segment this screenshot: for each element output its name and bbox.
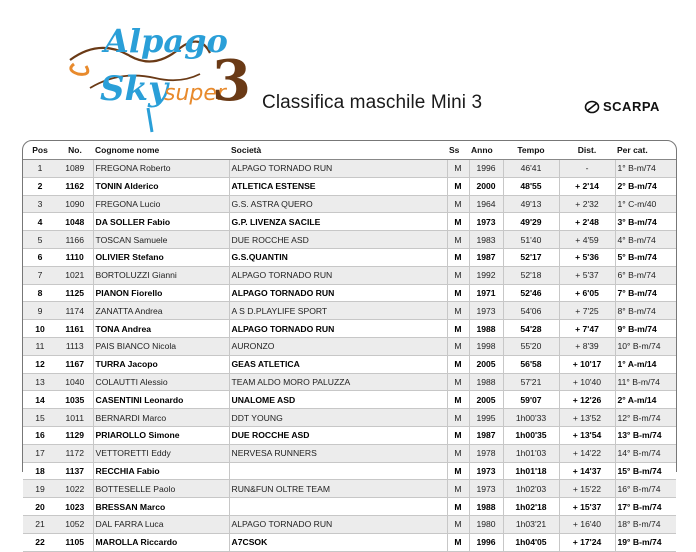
cell-sex: M	[447, 409, 469, 427]
table-row	[23, 462, 676, 480]
cell-num: 1172	[57, 444, 93, 462]
cell-cat: 6° B-m/74	[615, 266, 676, 284]
table-row	[23, 391, 676, 409]
cell-time: 1h04'05	[503, 533, 559, 551]
cell-name: BOTTESELLE Paolo	[93, 480, 229, 498]
results-table-body	[23, 160, 676, 552]
cell-year: 1983	[469, 231, 503, 249]
table-row	[23, 373, 676, 391]
cell-num: 1113	[57, 337, 93, 355]
cell-pos: 12	[23, 355, 57, 373]
cell-sex: M	[447, 213, 469, 231]
cell-name: BORTOLUZZI Gianni	[93, 266, 229, 284]
cell-cat: 16° B-m/74	[615, 480, 676, 498]
cell-time: 46'41	[503, 160, 559, 178]
cell-name: ZANATTA Andrea	[93, 302, 229, 320]
cell-num: 1110	[57, 248, 93, 266]
cell-time: 52'18	[503, 266, 559, 284]
table-row	[23, 426, 676, 444]
cell-time: 52'46	[503, 284, 559, 302]
cell-sex: M	[447, 266, 469, 284]
table-row	[23, 266, 676, 284]
table-row	[23, 160, 676, 178]
table-row	[23, 195, 676, 213]
cell-year: 1987	[469, 426, 503, 444]
cell-name: RECCHIA Fabio	[93, 462, 229, 480]
cell-dist: + 8'39	[559, 337, 615, 355]
cell-dist: -	[559, 160, 615, 178]
table-row	[23, 498, 676, 516]
cell-sex: M	[447, 160, 469, 178]
cell-dist: + 12'26	[559, 391, 615, 409]
cell-cat: 5° B-m/74	[615, 248, 676, 266]
cell-name: DAL FARRA Luca	[93, 515, 229, 533]
cell-name: PRIAROLLO Simone	[93, 426, 229, 444]
cell-society: ALPAGO TORNADO RUN	[229, 266, 447, 284]
col-header-dist: Dist.	[559, 141, 615, 160]
cell-cat: 13° B-m/74	[615, 426, 676, 444]
cell-year: 1988	[469, 320, 503, 338]
cell-name: MAROLLA Riccardo	[93, 533, 229, 551]
cell-cat: 1° A-m/14	[615, 355, 676, 373]
cell-society: NERVESA RUNNERS	[229, 444, 447, 462]
cell-year: 1973	[469, 213, 503, 231]
table-row	[23, 355, 676, 373]
col-header-society: Società	[229, 141, 447, 160]
cell-sex: M	[447, 480, 469, 498]
cell-num: 1052	[57, 515, 93, 533]
cell-sex: M	[447, 426, 469, 444]
svg-text:Sky: Sky	[100, 69, 168, 109]
cell-dist: + 2'14	[559, 177, 615, 195]
cell-cat: 1° B-m/74	[615, 160, 676, 178]
cell-name: TONIN Alderico	[93, 177, 229, 195]
cell-society: ATLETICA ESTENSE	[229, 177, 447, 195]
scarpa-brand-name: SCARPA	[603, 99, 660, 114]
cell-dist: + 5'37	[559, 266, 615, 284]
cell-time: 49'29	[503, 213, 559, 231]
cell-pos: 7	[23, 266, 57, 284]
cell-name: OLIVIER Stefano	[93, 248, 229, 266]
cell-dist: + 14'37	[559, 462, 615, 480]
cell-name: TONA Andrea	[93, 320, 229, 338]
table-header-row	[23, 141, 676, 160]
cell-year: 2005	[469, 355, 503, 373]
cell-society: AURONZO	[229, 337, 447, 355]
cell-name: PAIS BIANCO Nicola	[93, 337, 229, 355]
cell-time: 1h02'18	[503, 498, 559, 516]
cell-cat: 3° B-m/74	[615, 213, 676, 231]
cell-pos: 6	[23, 248, 57, 266]
cell-pos: 3	[23, 195, 57, 213]
cell-num: 1048	[57, 213, 93, 231]
cell-num: 1129	[57, 426, 93, 444]
cell-society: TEAM ALDO MORO PALUZZA	[229, 373, 447, 391]
cell-dist: + 7'25	[559, 302, 615, 320]
cell-year: 1992	[469, 266, 503, 284]
cell-society: A7CSOK	[229, 533, 447, 551]
table-row	[23, 302, 676, 320]
cell-year: 1973	[469, 302, 503, 320]
cell-name: BERNARDI Marco	[93, 409, 229, 427]
col-header-cat: Per cat.	[615, 141, 676, 160]
cell-time: 51'40	[503, 231, 559, 249]
table-row	[23, 480, 676, 498]
cell-sex: M	[447, 515, 469, 533]
cell-sex: M	[447, 391, 469, 409]
table-row	[23, 409, 676, 427]
cell-num: 1162	[57, 177, 93, 195]
cell-name: TURRA Jacopo	[93, 355, 229, 373]
cell-society: ALPAGO TORNADO RUN	[229, 515, 447, 533]
table-row	[23, 444, 676, 462]
cell-pos: 11	[23, 337, 57, 355]
cell-dist: + 7'47	[559, 320, 615, 338]
cell-num: 1011	[57, 409, 93, 427]
cell-year: 1973	[469, 462, 503, 480]
table-row	[23, 515, 676, 533]
cell-society: DUE ROCCHE ASD	[229, 426, 447, 444]
cell-society: RUN&FUN OLTRE TEAM	[229, 480, 447, 498]
cell-society	[229, 462, 447, 480]
cell-sex: M	[447, 302, 469, 320]
cell-dist: + 17'24	[559, 533, 615, 551]
cell-cat: 17° B-m/74	[615, 498, 676, 516]
cell-society: DUE ROCCHE ASD	[229, 231, 447, 249]
table-row	[23, 177, 676, 195]
results-table	[23, 141, 676, 552]
cell-society: DDT YOUNG	[229, 409, 447, 427]
cell-pos: 4	[23, 213, 57, 231]
cell-year: 1988	[469, 498, 503, 516]
cell-year: 1964	[469, 195, 503, 213]
table-row	[23, 284, 676, 302]
cell-name: COLAUTTI Alessio	[93, 373, 229, 391]
cell-pos: 9	[23, 302, 57, 320]
cell-num: 1166	[57, 231, 93, 249]
cell-dist: + 2'48	[559, 213, 615, 231]
cell-sex: M	[447, 373, 469, 391]
cell-time: 59'07	[503, 391, 559, 409]
cell-dist: + 2'32	[559, 195, 615, 213]
cell-time: 54'06	[503, 302, 559, 320]
cell-pos: 17	[23, 444, 57, 462]
cell-time: 1h01'03	[503, 444, 559, 462]
cell-sex: M	[447, 320, 469, 338]
cell-cat: 2° A-m/14	[615, 391, 676, 409]
cell-time: 48'55	[503, 177, 559, 195]
cell-sex: M	[447, 444, 469, 462]
cell-sex: M	[447, 248, 469, 266]
cell-dist: + 15'37	[559, 498, 615, 516]
cell-time: 49'13	[503, 195, 559, 213]
cell-year: 1996	[469, 533, 503, 551]
cell-cat: 10° B-m/74	[615, 337, 676, 355]
cell-time: 1h01'18	[503, 462, 559, 480]
cell-pos: 8	[23, 284, 57, 302]
cell-time: 55'20	[503, 337, 559, 355]
col-header-num: No.	[57, 141, 93, 160]
cell-name: FREGONA Roberto	[93, 160, 229, 178]
cell-year: 1995	[469, 409, 503, 427]
cell-cat: 9° B-m/74	[615, 320, 676, 338]
scarpa-brand	[584, 99, 660, 114]
cell-time: 1h02'03	[503, 480, 559, 498]
cell-cat: 8° B-m/74	[615, 302, 676, 320]
cell-pos: 14	[23, 391, 57, 409]
table-row	[23, 248, 676, 266]
cell-num: 1089	[57, 160, 93, 178]
col-header-time: Tempo	[503, 141, 559, 160]
page-header	[0, 0, 696, 140]
cell-pos: 5	[23, 231, 57, 249]
svg-text:3: 3	[212, 48, 251, 114]
cell-time: 57'21	[503, 373, 559, 391]
table-row	[23, 533, 676, 551]
cell-cat: 19° B-m/74	[615, 533, 676, 551]
cell-year: 1996	[469, 160, 503, 178]
cell-time: 1h03'21	[503, 515, 559, 533]
cell-year: 1998	[469, 337, 503, 355]
cell-name: BRESSAN Marco	[93, 498, 229, 516]
cell-dist: + 10'17	[559, 355, 615, 373]
cell-dist: + 15'22	[559, 480, 615, 498]
cell-num: 1174	[57, 302, 93, 320]
cell-pos: 20	[23, 498, 57, 516]
cell-pos: 22	[23, 533, 57, 551]
cell-year: 1980	[469, 515, 503, 533]
cell-pos: 16	[23, 426, 57, 444]
cell-num: 1105	[57, 533, 93, 551]
cell-num: 1137	[57, 462, 93, 480]
cell-name: FREGONA Lucio	[93, 195, 229, 213]
cell-sex: M	[447, 462, 469, 480]
cell-year: 2005	[469, 391, 503, 409]
cell-pos: 18	[23, 462, 57, 480]
cell-time: 56'58	[503, 355, 559, 373]
cell-society: G.P. LIVENZA SACILE	[229, 213, 447, 231]
cell-dist: + 13'54	[559, 426, 615, 444]
cell-society: UNALOME ASD	[229, 391, 447, 409]
cell-num: 1167	[57, 355, 93, 373]
cell-pos: 2	[23, 177, 57, 195]
cell-year: 1978	[469, 444, 503, 462]
table-row	[23, 320, 676, 338]
cell-num: 1035	[57, 391, 93, 409]
svg-text:Alpago: Alpago	[104, 22, 228, 60]
scarpa-logo-icon	[584, 100, 600, 114]
cell-name: DA SOLLER Fabio	[93, 213, 229, 231]
cell-time: 1h00'33	[503, 409, 559, 427]
alpago-skysuper-logo	[60, 8, 270, 136]
cell-dist: + 10'40	[559, 373, 615, 391]
cell-num: 1125	[57, 284, 93, 302]
cell-society	[229, 498, 447, 516]
cell-society: ALPAGO TORNADO RUN	[229, 160, 447, 178]
cell-dist: + 5'36	[559, 248, 615, 266]
cell-num: 1040	[57, 373, 93, 391]
cell-cat: 14° B-m/74	[615, 444, 676, 462]
cell-cat: 7° B-m/74	[615, 284, 676, 302]
table-row	[23, 213, 676, 231]
col-header-name: Cognome nome	[93, 141, 229, 160]
cell-pos: 21	[23, 515, 57, 533]
page-title: Classifica maschile Mini 3	[262, 92, 483, 113]
cell-dist: + 6'05	[559, 284, 615, 302]
cell-time: 54'28	[503, 320, 559, 338]
table-row	[23, 337, 676, 355]
cell-cat: 1° C-m/40	[615, 195, 676, 213]
cell-sex: M	[447, 498, 469, 516]
cell-dist: + 16'40	[559, 515, 615, 533]
cell-sex: M	[447, 195, 469, 213]
cell-society: ALPAGO TORNADO RUN	[229, 284, 447, 302]
cell-sex: M	[447, 231, 469, 249]
cell-dist: + 13'52	[559, 409, 615, 427]
cell-sex: M	[447, 355, 469, 373]
svg-text:super: super	[164, 81, 226, 106]
cell-num: 1021	[57, 266, 93, 284]
cell-cat: 4° B-m/74	[615, 231, 676, 249]
cell-pos: 15	[23, 409, 57, 427]
cell-society: G.S. ASTRA QUERO	[229, 195, 447, 213]
cell-year: 1971	[469, 284, 503, 302]
cell-num: 1022	[57, 480, 93, 498]
cell-cat: 11° B-m/74	[615, 373, 676, 391]
cell-cat: 12° B-m/74	[615, 409, 676, 427]
cell-num: 1023	[57, 498, 93, 516]
cell-year: 2000	[469, 177, 503, 195]
cell-sex: M	[447, 284, 469, 302]
cell-time: 52'17	[503, 248, 559, 266]
cell-time: 1h00'35	[503, 426, 559, 444]
col-header-sex: Ss	[447, 141, 469, 160]
cell-sex: M	[447, 177, 469, 195]
results-table-container	[22, 140, 677, 548]
cell-dist: + 14'22	[559, 444, 615, 462]
cell-sex: M	[447, 533, 469, 551]
cell-society: G.S.QUANTIN	[229, 248, 447, 266]
cell-year: 1987	[469, 248, 503, 266]
cell-pos: 10	[23, 320, 57, 338]
cell-name: VETTORETTI Eddy	[93, 444, 229, 462]
cell-num: 1161	[57, 320, 93, 338]
cell-sex: M	[447, 337, 469, 355]
cell-name: TOSCAN Samuele	[93, 231, 229, 249]
cell-pos: 1	[23, 160, 57, 178]
cell-name: PIANON Fiorello	[93, 284, 229, 302]
col-header-pos: Pos	[23, 141, 57, 160]
cell-cat: 15° B-m/74	[615, 462, 676, 480]
cell-society: ALPAGO TORNADO RUN	[229, 320, 447, 338]
cell-pos: 19	[23, 480, 57, 498]
cell-dist: + 4'59	[559, 231, 615, 249]
cell-cat: 18° B-m/74	[615, 515, 676, 533]
cell-year: 1973	[469, 480, 503, 498]
cell-year: 1988	[469, 373, 503, 391]
cell-society: GEAS ATLETICA	[229, 355, 447, 373]
cell-pos: 13	[23, 373, 57, 391]
cell-num: 1090	[57, 195, 93, 213]
logo-graphic	[60, 8, 270, 136]
cell-society: A S D.PLAYLIFE SPORT	[229, 302, 447, 320]
cell-cat: 2° B-m/74	[615, 177, 676, 195]
cell-name: CASENTINI Leonardo	[93, 391, 229, 409]
col-header-year: Anno	[469, 141, 503, 160]
table-row	[23, 231, 676, 249]
